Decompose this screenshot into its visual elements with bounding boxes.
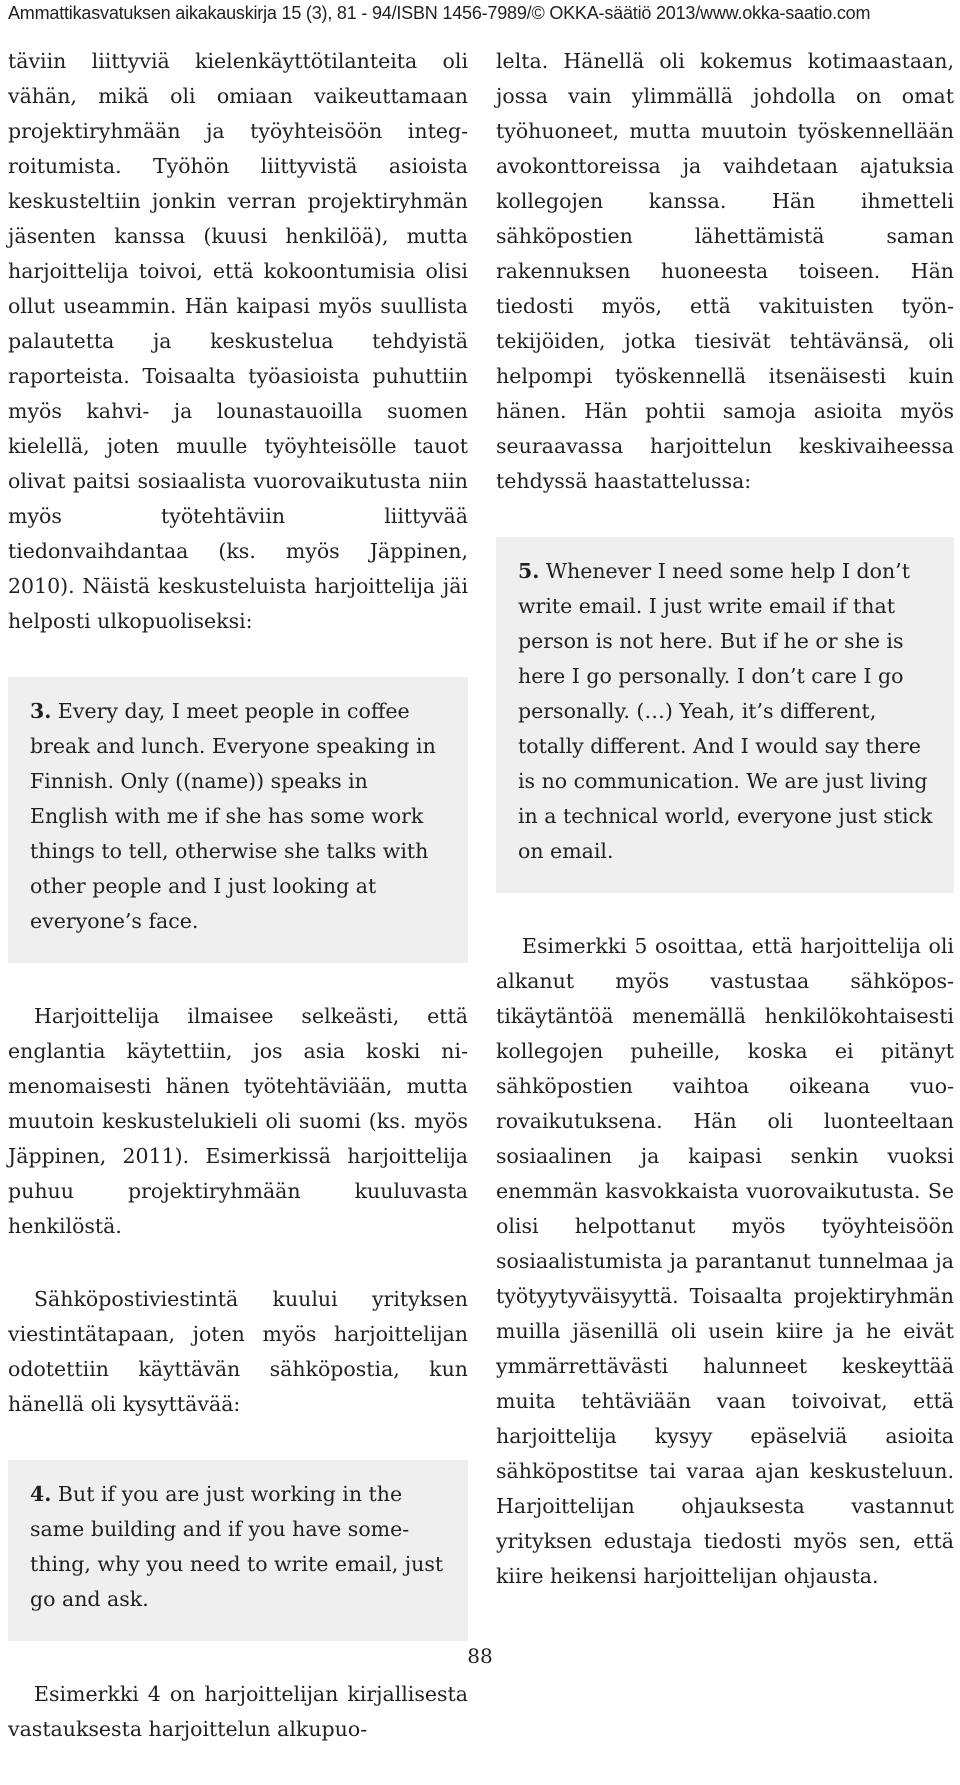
example-text: Every day, I meet people in coffee break and lunch. Everyone speaking in Finnish. Only ((name)) speaks in English with me if she has some work things to tell, otherwise she talks with other people and I just looking at everyone’s face.: [30, 699, 436, 933]
example-quote-4: [8, 1460, 468, 1641]
example-quote-3: [8, 677, 468, 963]
running-header: Ammattikasvatuksen aikakauskirja 15 (3), 81 - 94/ISBN 1456-7989/© OKKA-säätiö 2013/www.okka-saatio.com: [8, 3, 871, 23]
body-paragraph: lelta. Hänellä oli kokemus kotimaastaan, jossa vain ylimmällä johdolla on omat työhuoneet, mutta muutoin työskennellään avokonttoreissa ja vaihdetaan ajatuksia kollegojen kanssa. Hän ihmetteli sähköpostien lähettämistä saman rakennuksen huoneesta toiseen. Hän tiedosti myös, että vakituisten työntekijöiden, jotka tiesivät tehtävänsä, oli helpompi työskennellä itsenäisesti kuin hänen. Hän pohtii samoja asioita myös seuraavassa harjoittelun keskivaiheessa tehdyssä haastattelussa:: [496, 49, 954, 493]
example-number: 5.: [518, 559, 540, 583]
example-number: 3.: [30, 699, 52, 723]
body-paragraph: täviin liittyviä kielenkäyttötilanteita oli vähän, mikä oli omiaan vaikeuttamaan projektiryhmään ja työyhteisöön integroitumista. Työhön liittyvistä asioista keskusteltiin jonkin verran projektiryhmän jäsenten kanssa (kuusi henkilöä), mutta harjoittelija toivoi, että kokoontumisia olisi ollut useammin. Hän kaipasi myös suullista palautetta ja keskustelua tehdyistä raporteista. Toisaalta työasioista puhuttiin myös kahvi- ja lounastauoilla suomen kielellä, joten muulle työyhteisölle tauot olivat paitsi sosiaalista vuorovaikutusta niin myös työtehtäviin liittyvää tiedonvaihdantaa (ks. myös Jäppinen, 2010). Näistä keskusteluista harjoittelija jäi helposti ulkopuoliseksi:: [8, 49, 468, 633]
example-number: 4.: [30, 1482, 52, 1506]
example-text: But if you are just working in the same building and if you have something, why you need to write email, just go and ask.: [30, 1482, 444, 1611]
example-quote-5: [496, 537, 954, 893]
body-paragraph: Esimerkki 5 osoittaa, että harjoittelija oli alkanut myös vastustaa sähköpostikäytäntöä menemällä henkilökohtaisesti kollegojen puheille, koska ei pitänyt sähköpostien vaihtoa oikeana vuorovaikutuksena. Hän oli luonteeltaan sosiaalinen ja kaipasi senkin vuoksi enemmän kasvokkaista vuorovaikutusta. Se olisi helpottanut myös työyhteisöön sosiaalistumista ja parantanut tunnelmaa ja työtyytyväisyyttä. Toisaalta projektiryhmän muilla jäsenillä oli usein kiire ja he eivät ymmärrettävästi halunneet keskeyttää muita tehtäviään vaan toivoivat, että harjoittelija kysyy epäselviä asioita sähköpostitse tai varaa ajan keskusteluun. Harjoittelijan ohjauksesta vastannut yrityksen edustaja tiedosti myös sen, että kiire heikensi harjoittelijan ohjausta.: [496, 934, 954, 1588]
body-paragraph: Sähköpostiviestintä kuului yrityksen viestintätapaan, joten myös harjoittelijan odotettiin käyttävän sähköpostia, kun hänellä oli kysyttävää:: [8, 1287, 468, 1416]
right-column: [496, 44, 954, 1632]
left-column: [8, 44, 468, 1785]
body-paragraph: Harjoittelija ilmaisee selkeästi, että englantia käytettiin, jos asia koski nimenomaisesti hänen työtehtäviään, mutta muutoin keskustelukieli oli suomi (ks. myös Jäppinen, 2011). Esimerkissä harjoittelija puhuu projektiryhmään kuuluvasta henkilöstä.: [8, 1004, 468, 1238]
page-number: 88: [467, 1644, 493, 1668]
body-paragraph: Esimerkki 4 on harjoittelijan kirjallisesta vastauksesta harjoittelun alkupuo-: [8, 1682, 468, 1741]
example-text: Whenever I need some help I don’t write email. I just write email if that person is not here. But if he or she is here I go personally. I don’t care I go personally. (…) Yeah, it’s different, totally different. And I would say there is no communication. We are just living in a technical world, everyone just stick on email.: [518, 559, 933, 863]
